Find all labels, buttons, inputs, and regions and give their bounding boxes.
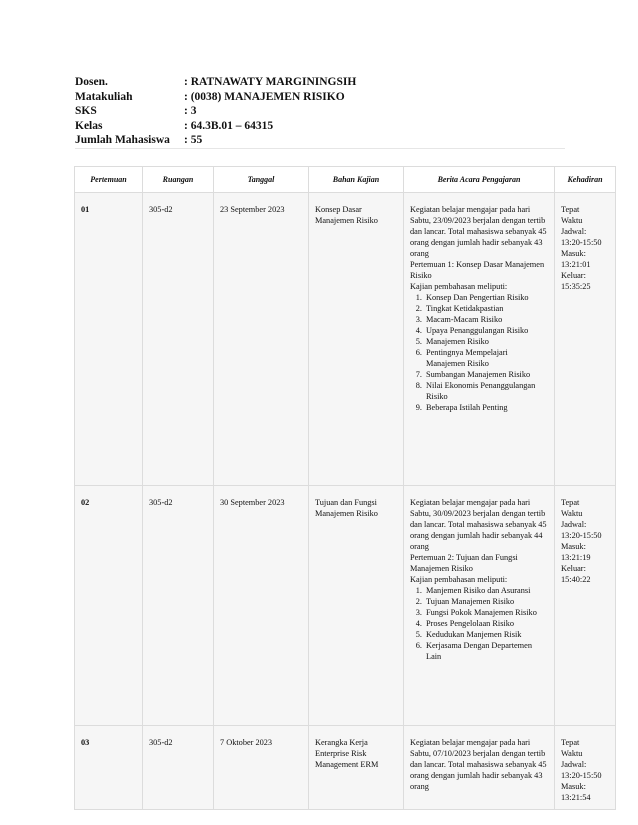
column-header: Ruangan bbox=[143, 167, 214, 193]
table-row bbox=[75, 726, 616, 810]
topic-item: 3. Fungsi Pokok Manajemen Risiko bbox=[424, 607, 549, 618]
cell-kehadiran bbox=[555, 193, 616, 486]
berita-topic: Pertemuan 1: Konsep Dasar Manajemen Risiko bbox=[410, 260, 545, 280]
topic-item: 4. Upaya Penanggulangan Risiko bbox=[424, 325, 549, 336]
kehadiran-line: 13:20-15:50 bbox=[561, 771, 602, 780]
topic-item: 6. Kerjasama Dengan Departemen Lain bbox=[424, 640, 549, 662]
header-row-sks bbox=[75, 104, 356, 119]
topic-item: 1. Konsep Dan Pengertian Risiko bbox=[424, 292, 549, 303]
topic-item: 5. Manajemen Risiko bbox=[424, 336, 549, 347]
kehadiran-line: 13:21:01 bbox=[561, 260, 591, 269]
cell-ruangan: 305-d2 bbox=[143, 193, 214, 486]
kehadiran-line: Waktu bbox=[561, 749, 583, 758]
header-value: : (0038) MANAJEMEN RISIKO bbox=[184, 90, 345, 103]
column-header: Pertemuan bbox=[75, 167, 143, 193]
topic-item: 3. Macam-Macam Risiko bbox=[424, 314, 549, 325]
kehadiran-line: Tepat bbox=[561, 498, 580, 507]
attendance-table bbox=[74, 166, 616, 810]
kehadiran-line: Waktu bbox=[561, 216, 583, 225]
cell-berita-acara bbox=[404, 726, 555, 810]
header-value: : 55 bbox=[184, 134, 203, 147]
header-divider bbox=[75, 148, 565, 149]
cell-ruangan: 305-d2 bbox=[143, 726, 214, 810]
topic-list bbox=[410, 292, 549, 413]
column-header: Berita Acara Pengajaran bbox=[404, 167, 555, 193]
topic-list bbox=[410, 585, 549, 662]
berita-topic: Pertemuan 2: Tujuan dan Fungsi Manajemen Risiko bbox=[410, 553, 518, 573]
topic-item: 6. Pentingnya Mempelajari Manajemen Risiko bbox=[424, 347, 549, 369]
header-value: : RATNAWATY MARGININGSIH bbox=[184, 76, 357, 88]
topic-item: 2. Tujuan Manajemen Risiko bbox=[424, 596, 549, 607]
kehadiran-line: Tepat bbox=[561, 205, 580, 214]
header-label: SKS bbox=[75, 105, 97, 118]
kehadiran-line: Masuk: bbox=[561, 249, 586, 258]
topic-item: 1. Manjemen Risiko dan Asuransi bbox=[424, 585, 549, 596]
kehadiran-line: 13:20-15:50 bbox=[561, 238, 602, 247]
header-row-kelas bbox=[75, 119, 356, 134]
header-value: : 3 bbox=[184, 105, 197, 118]
kehadiran-line: 13:21:54 bbox=[561, 793, 591, 802]
cell-pertemuan: 01 bbox=[75, 193, 143, 486]
kehadiran-line: 13:20-15:50 bbox=[561, 531, 602, 540]
table-row bbox=[75, 486, 616, 726]
header-row-dosen bbox=[75, 75, 356, 90]
topic-item: 9. Beberapa Istilah Penting bbox=[424, 402, 549, 413]
column-header: Bahan Kajian bbox=[309, 167, 404, 193]
cell-bahan-kajian: Kerangka Kerja Enterprise Risk Management ERM bbox=[309, 726, 404, 810]
kehadiran-line: Jadwal: bbox=[561, 227, 587, 236]
cell-berita-acara bbox=[404, 193, 555, 486]
cell-bahan-kajian: Konsep Dasar Manajemen Risiko bbox=[309, 193, 404, 486]
header-row-matakuliah bbox=[75, 90, 356, 105]
kehadiran-line: 15:35:25 bbox=[561, 282, 591, 291]
kehadiran-line: Tepat bbox=[561, 738, 580, 747]
cell-bahan-kajian: Tujuan dan Fungsi Manajemen Risiko bbox=[309, 486, 404, 726]
cell-kehadiran bbox=[555, 486, 616, 726]
kehadiran-line: Masuk: bbox=[561, 542, 586, 551]
topic-item: 5. Kedudukan Manjemen Risik bbox=[424, 629, 549, 640]
kehadiran-line: Jadwal: bbox=[561, 760, 587, 769]
cell-kehadiran bbox=[555, 726, 616, 810]
topic-item: 2. Tingkat Ketidakpastian bbox=[424, 303, 549, 314]
course-header bbox=[75, 75, 356, 148]
berita-kajian-label: Kajian pembahasan meliputi: bbox=[410, 575, 508, 584]
header-row-jumlah bbox=[75, 133, 356, 148]
header-value: : 64.3B.01 – 64315 bbox=[184, 119, 274, 132]
column-header: Tanggal bbox=[214, 167, 309, 193]
berita-kajian-label: Kajian pembahasan meliputi: bbox=[410, 282, 508, 291]
header-label: Matakuliah bbox=[75, 90, 133, 103]
cell-tanggal: 23 September 2023 bbox=[214, 193, 309, 486]
topic-item: 7. Sumbangan Manajemen Risiko bbox=[424, 369, 549, 380]
header-label: Jumlah Mahasiswa bbox=[75, 134, 170, 147]
kehadiran-line: Keluar: bbox=[561, 271, 586, 280]
column-header: Kehadiran bbox=[555, 167, 616, 193]
cell-ruangan: 305-d2 bbox=[143, 486, 214, 726]
berita-intro: Kegiatan belajar mengajar pada hari Sabtu, 07/10/2023 berjalan dengan tertib dan lancar. Total mahasiswa sebanyak 45 orang dengan jumlah hadir sebanyak 43 orang bbox=[410, 738, 547, 791]
kehadiran-line: Waktu bbox=[561, 509, 583, 518]
kehadiran-line: Masuk: bbox=[561, 782, 586, 791]
cell-tanggal: 7 Oktober 2023 bbox=[214, 726, 309, 810]
cell-berita-acara bbox=[404, 486, 555, 726]
topic-item: 8. Nilai Ekonomis Penanggulangan Risiko bbox=[424, 380, 549, 402]
kehadiran-line: 15:40:22 bbox=[561, 575, 591, 584]
header-label: Dosen. bbox=[75, 76, 108, 88]
kehadiran-line: 13:21:19 bbox=[561, 553, 591, 562]
table-row bbox=[75, 193, 616, 486]
cell-pertemuan: 02 bbox=[75, 486, 143, 726]
header-label: Kelas bbox=[75, 119, 103, 132]
topic-item: 4. Proses Pengelolaan Risiko bbox=[424, 618, 549, 629]
cell-pertemuan: 03 bbox=[75, 726, 143, 810]
berita-intro: Kegiatan belajar mengajar pada hari Sabtu, 23/09/2023 berjalan dengan tertib dan lancar. Total mahasiswa sebanyak 45 orang dengan jumlah hadir sebanyak 43 orang bbox=[410, 205, 547, 258]
table-header-row bbox=[75, 167, 616, 193]
berita-intro: Kegiatan belajar mengajar pada hari Sabtu, 30/09/2023 berjalan dengan tertib dan lancar. Total mahasiswa sebanyak 45 orang dengan jumlah hadir sebanyak 44 orang bbox=[410, 498, 547, 551]
cell-tanggal: 30 September 2023 bbox=[214, 486, 309, 726]
kehadiran-line: Keluar: bbox=[561, 564, 586, 573]
kehadiran-line: Jadwal: bbox=[561, 520, 587, 529]
